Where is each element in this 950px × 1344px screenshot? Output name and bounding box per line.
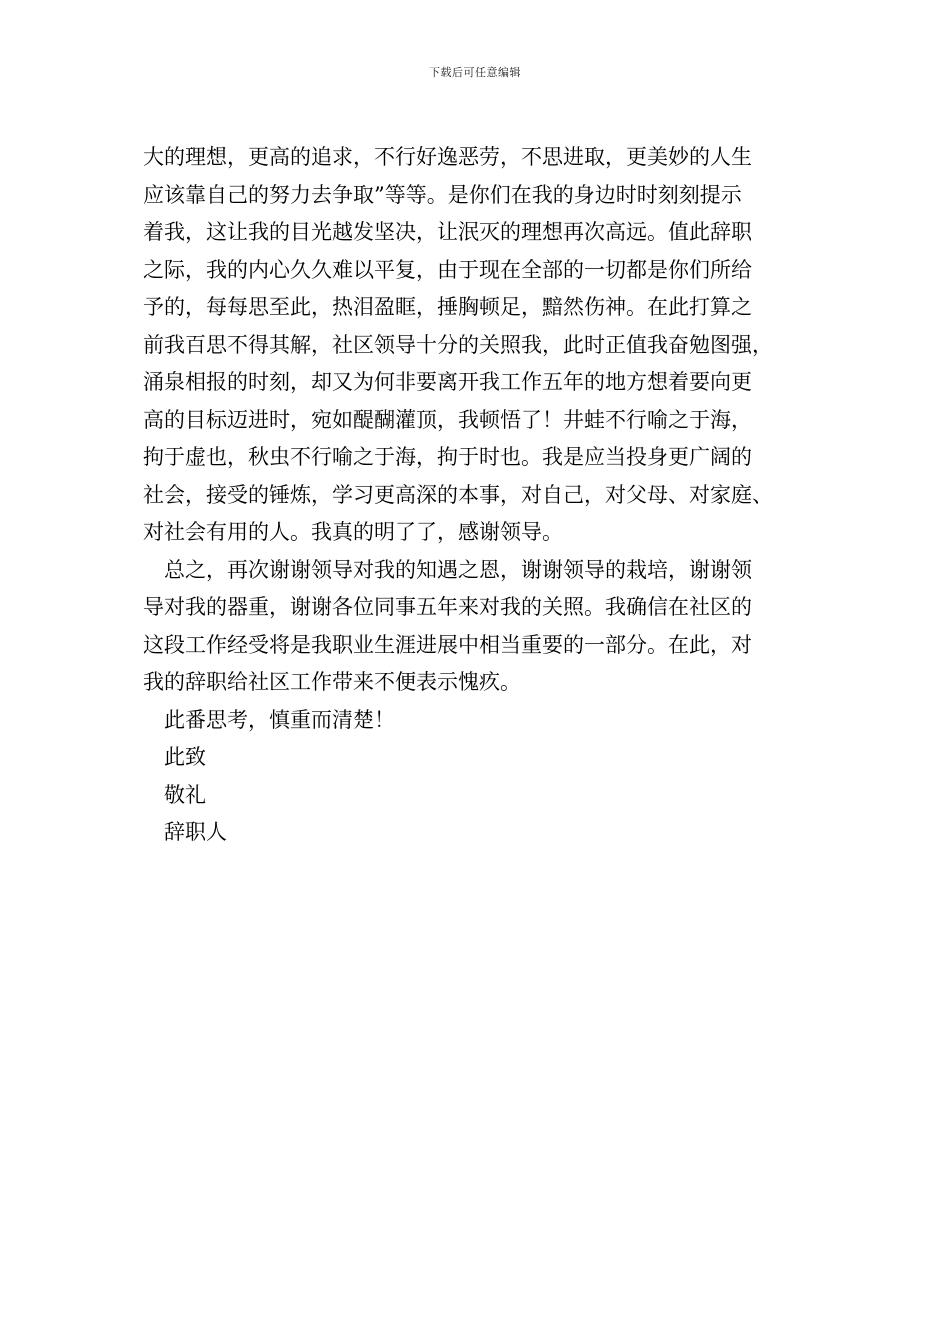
paragraph-line: 涌泉相报的时刻，却又为何非要离开我工作五年的地方想着要向更 [143,370,752,394]
paragraph-line: 这段工作经受将是我职业生涯进展中相当重要的一部分。在此，对 [143,632,752,657]
signature-line: 辞职人 [164,820,227,844]
paragraph-line: 前我百思不得其解，社区领导十分的关照我，此时正值我奋勉图强， [143,332,773,357]
salutation-line: 此致 [164,745,206,769]
letter-body [143,139,823,852]
paragraph-line: 社会，接受的锤炼，学习更高深的本事，对自己，对父母、对家庭、 [143,482,773,507]
paragraph-line: 大的理想，更高的追求，不行好逸恶劳，不思进取，更美妙的人生 [143,145,752,169]
closing-line: 此番思考，慎重而清楚！ [164,707,395,732]
paragraph-line: 应该靠自己的努力去争取”等等。是你们在我的身边时时刻刻提示 [143,182,742,207]
page-header: 下载后可任意编辑 [429,66,521,79]
paragraph-line: 着我，这让我的目光越发坚决，让泯灭的理想再次高远。值此辞职 [143,220,752,244]
paragraph-line: 总之，再次谢谢领导对我的知遇之恩，谢谢领导的栽培，谢谢领 [164,557,752,582]
paragraph-line: 之际，我的内心久久难以平复，由于现在全部的一切都是你们所给 [143,257,752,282]
paragraph-line: 我的辞职给社区工作带来不便表示愧疚。 [143,670,521,694]
paragraph-line: 对社会有用的人。我真的明了了，感谢领导。 [143,520,563,544]
paragraph-line: 予的，每每思至此，热泪盈眶，捶胸顿足，黯然伤神。在此打算之 [143,295,752,319]
paragraph-line: 导对我的器重，谢谢各位同事五年来对我的关照。我确信在社区的 [143,595,752,619]
paragraph-line: 高的目标迈进时，宛如醍醐灌顶，我顿悟了！井蛙不行喻之于海， [143,407,752,432]
paragraph-line: 拘于虚也，秋虫不行喻之于海，拘于时也。我是应当投身更广阔的 [143,445,752,469]
salutation-line: 敬礼 [164,782,206,807]
